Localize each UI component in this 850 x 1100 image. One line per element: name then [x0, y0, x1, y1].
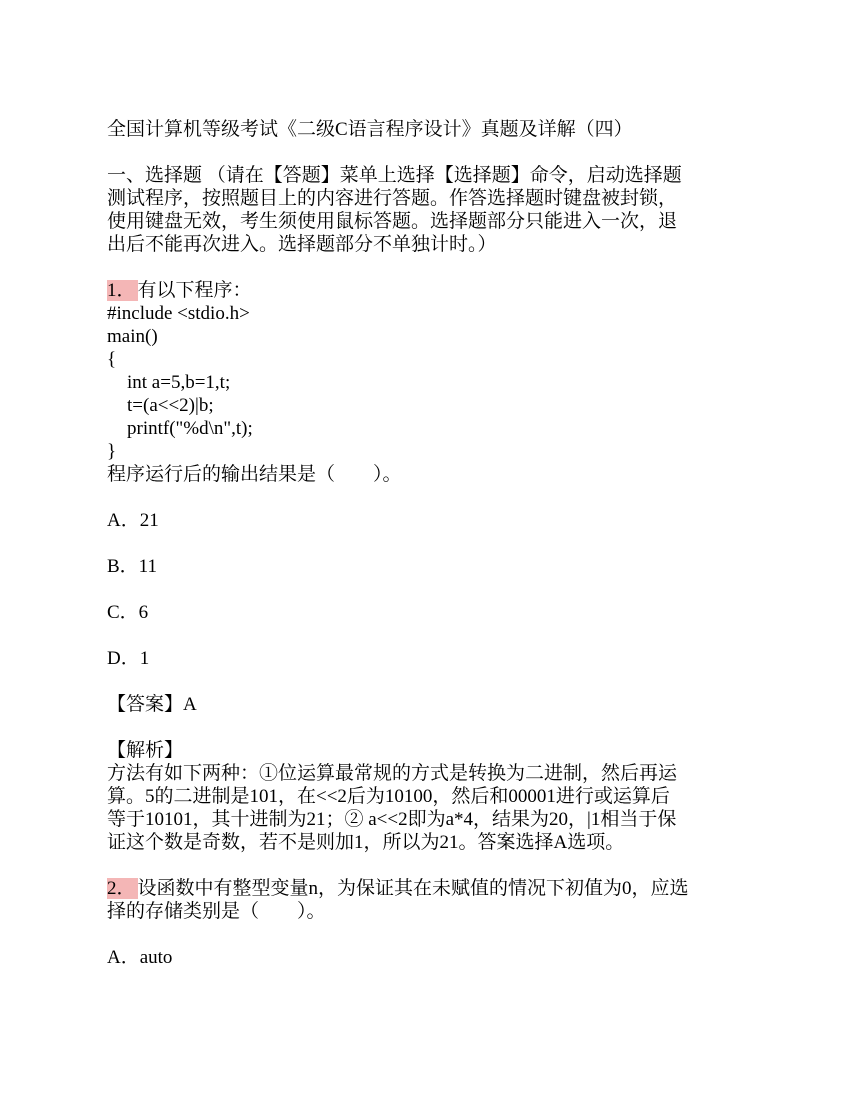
spacer [107, 486, 747, 509]
section-intro [107, 164, 747, 256]
code-line: } [107, 441, 117, 462]
question-text: 择的存储类别是（ ）。 [107, 901, 326, 922]
question-1 [107, 279, 747, 486]
code-line: main() [107, 326, 158, 347]
question-text: 有以下程序： [137, 280, 252, 301]
spacer [107, 716, 747, 739]
spacer [107, 624, 747, 647]
analysis-line: 等于10101，其十进制为21；② a<<2即为a*4，结果为20，|1相当于保 [107, 809, 677, 830]
option-c: C．6 [107, 602, 149, 623]
document-page [107, 118, 747, 969]
question-2 [107, 877, 747, 923]
spacer [107, 670, 747, 693]
analysis-line: 方法有如下两种：①位运算最常规的方式是转换为二进制，然后再运 [107, 763, 678, 784]
section-intro-line: 出后不能再次进入。选择题部分不单独计时。） [107, 234, 497, 255]
code-line: printf("%d\n",t); [127, 418, 253, 439]
section-intro-line: 一、选择题 （请在【答题】菜单上选择【选择题】命令，启动选择题 [107, 165, 682, 186]
option-a: A．auto [107, 947, 173, 968]
spacer [107, 532, 747, 555]
spacer [107, 923, 747, 946]
code-line: #include <stdio.h> [107, 303, 250, 324]
analysis [107, 739, 747, 854]
spacer [107, 854, 747, 877]
spacer [107, 578, 747, 601]
question-text: 设函数中有整型变量n，为保证其在未赋值的情况下初值为0，应选 [137, 878, 689, 899]
analysis-line: 证这个数是奇数，若不是则加1，所以为21。答案选择A选项。 [107, 832, 625, 853]
answer: 【答案】A [107, 694, 197, 715]
code-line: { [107, 349, 117, 370]
analysis-line: 算。5的二进制是101，在<<2后为10100，然后和00001进行或运算后 [107, 786, 670, 807]
option-a: A．21 [107, 510, 159, 531]
analysis-title: 【解析】 [107, 740, 184, 761]
question-number: 2． [107, 878, 136, 899]
code-line: int a=5,b=1,t; [127, 372, 231, 393]
option-b: B．11 [107, 556, 157, 577]
spacer [107, 141, 747, 164]
question-prompt: 程序运行后的输出结果是（ ）。 [107, 464, 402, 485]
document-title: 全国计算机等级考试《二级C语言程序设计》真题及详解（四） [107, 119, 633, 140]
code-line: t=(a<<2)|b; [127, 395, 214, 416]
option-d: D．1 [107, 648, 150, 669]
question-1-stem [107, 279, 747, 302]
question-number: 1． [107, 280, 136, 301]
question-2-stem [107, 877, 747, 900]
section-intro-line: 测试程序，按照题目上的内容进行答题。作答选择题时键盘被封锁， [107, 188, 678, 209]
section-intro-line: 使用键盘无效，考生须使用鼠标答题。选择题部分只能进入一次，退 [107, 211, 678, 232]
spacer [107, 256, 747, 279]
